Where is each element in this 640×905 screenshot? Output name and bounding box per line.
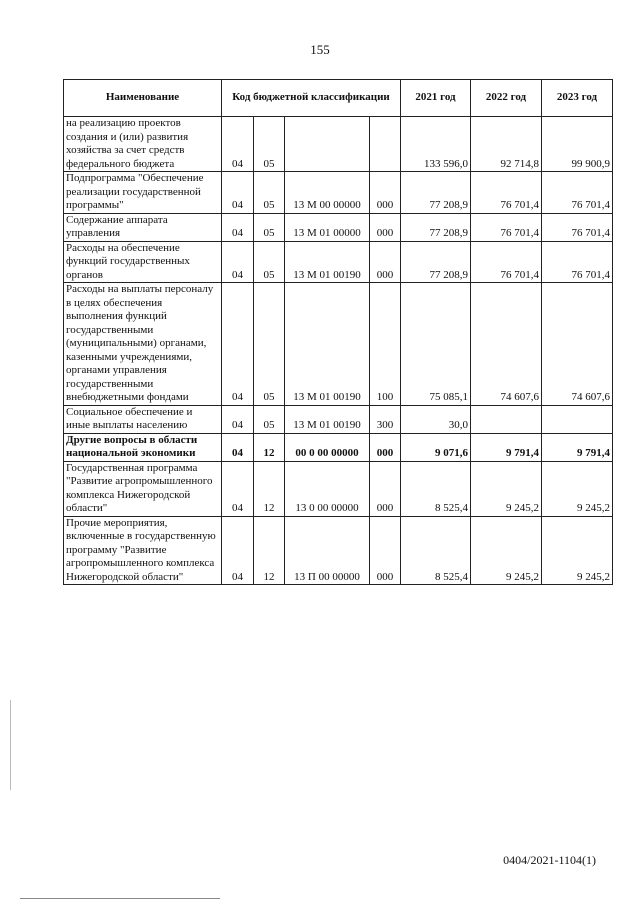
row-name: Государственная программа "Развитие агропромышленного комплекса Нижегородской области" <box>64 461 222 516</box>
row-value-2022: 74 607,6 <box>471 283 542 406</box>
row-name: Подпрограмма "Обеспечение реализации государственной программы" <box>64 172 222 214</box>
row-value-2021: 75 085,1 <box>401 283 471 406</box>
row-name: Расходы на обеспечение функций государственных органов <box>64 241 222 283</box>
row-expense-type: 300 <box>370 405 401 433</box>
row-value-2022: 9 245,2 <box>471 516 542 585</box>
row-value-2023: 74 607,6 <box>542 283 613 406</box>
row-subsection: 05 <box>254 241 285 283</box>
row-value-2021: 8 525,4 <box>401 461 471 516</box>
row-value-2023 <box>542 405 613 433</box>
row-value-2023: 76 701,4 <box>542 172 613 214</box>
table-row <box>64 283 613 406</box>
row-value-2021: 8 525,4 <box>401 516 471 585</box>
row-expense-type: 000 <box>370 516 401 585</box>
row-section: 04 <box>222 241 254 283</box>
row-value-2022 <box>471 405 542 433</box>
row-value-2022: 92 714,8 <box>471 117 542 172</box>
row-value-2022: 76 701,4 <box>471 172 542 214</box>
row-expense-type: 000 <box>370 433 401 461</box>
table-row <box>64 433 613 461</box>
row-value-2022: 76 701,4 <box>471 213 542 241</box>
row-value-2021: 77 208,9 <box>401 213 471 241</box>
row-name: на реализацию проектов создания и (или) развития хозяйства за счет средств федерального бюджета <box>64 117 222 172</box>
table-row <box>64 117 613 172</box>
row-name: Расходы на выплаты персоналу в целях обеспечения выполнения функций государственными (муниципальными) органами, казенными учреждениями, органами управления государственными внебюджетными фондами <box>64 283 222 406</box>
row-section: 04 <box>222 433 254 461</box>
row-value-2023: 99 900,9 <box>542 117 613 172</box>
header-code: Код бюджетной классификации <box>222 80 401 117</box>
row-value-2023: 9 791,4 <box>542 433 613 461</box>
table-row <box>64 241 613 283</box>
row-name: Содержание аппарата управления <box>64 213 222 241</box>
header-name: Наименование <box>64 80 222 117</box>
row-target-code: 13 М 01 00190 <box>285 283 370 406</box>
row-value-2022: 76 701,4 <box>471 241 542 283</box>
document-code: 0404/2021-1104(1) <box>503 853 596 867</box>
row-value-2021: 77 208,9 <box>401 172 471 214</box>
row-expense-type: 000 <box>370 172 401 214</box>
row-target-code: 13 М 00 00000 <box>285 172 370 214</box>
row-target-code: 13 М 01 00000 <box>285 213 370 241</box>
row-value-2021: 77 208,9 <box>401 241 471 283</box>
row-name: Социальное обеспечение и иные выплаты населению <box>64 405 222 433</box>
row-subsection: 05 <box>254 117 285 172</box>
row-subsection: 12 <box>254 433 285 461</box>
row-target-code: 13 0 00 00000 <box>285 461 370 516</box>
row-expense-type: 000 <box>370 241 401 283</box>
row-expense-type: 000 <box>370 461 401 516</box>
row-subsection: 05 <box>254 172 285 214</box>
row-target-code: 13 П 00 00000 <box>285 516 370 585</box>
row-value-2021: 9 071,6 <box>401 433 471 461</box>
row-target-code: 13 М 01 00190 <box>285 241 370 283</box>
row-name: Прочие мероприятия, включенные в государственную программу "Развитие агропромышленного комплекса Нижегородской области" <box>64 516 222 585</box>
row-section: 04 <box>222 172 254 214</box>
table-row <box>64 172 613 214</box>
header-2022: 2022 год <box>471 80 542 117</box>
table-row <box>64 516 613 585</box>
row-value-2023: 76 701,4 <box>542 213 613 241</box>
row-section: 04 <box>222 117 254 172</box>
row-expense-type: 000 <box>370 213 401 241</box>
row-expense-type <box>370 117 401 172</box>
margin-mark <box>10 700 11 790</box>
row-subsection: 05 <box>254 283 285 406</box>
table-row <box>64 405 613 433</box>
row-section: 04 <box>222 461 254 516</box>
row-target-code: 00 0 00 00000 <box>285 433 370 461</box>
row-value-2021: 30,0 <box>401 405 471 433</box>
row-value-2023: 9 245,2 <box>542 516 613 585</box>
row-value-2021: 133 596,0 <box>401 117 471 172</box>
table-header-row <box>64 80 613 117</box>
bottom-rule <box>20 898 220 899</box>
row-expense-type: 100 <box>370 283 401 406</box>
header-2021: 2021 год <box>401 80 471 117</box>
row-value-2023: 76 701,4 <box>542 241 613 283</box>
row-section: 04 <box>222 516 254 585</box>
row-subsection: 05 <box>254 405 285 433</box>
row-section: 04 <box>222 283 254 406</box>
row-section: 04 <box>222 405 254 433</box>
budget-table <box>63 79 613 585</box>
row-target-code: 13 М 01 00190 <box>285 405 370 433</box>
header-2023: 2023 год <box>542 80 613 117</box>
table-row <box>64 461 613 516</box>
table-row <box>64 213 613 241</box>
row-value-2023: 9 245,2 <box>542 461 613 516</box>
row-subsection: 12 <box>254 516 285 585</box>
row-name: Другие вопросы в области национальной экономики <box>64 433 222 461</box>
row-value-2022: 9 791,4 <box>471 433 542 461</box>
row-subsection: 05 <box>254 213 285 241</box>
row-subsection: 12 <box>254 461 285 516</box>
row-section: 04 <box>222 213 254 241</box>
page-number: 155 <box>310 42 330 57</box>
row-target-code <box>285 117 370 172</box>
row-value-2022: 9 245,2 <box>471 461 542 516</box>
